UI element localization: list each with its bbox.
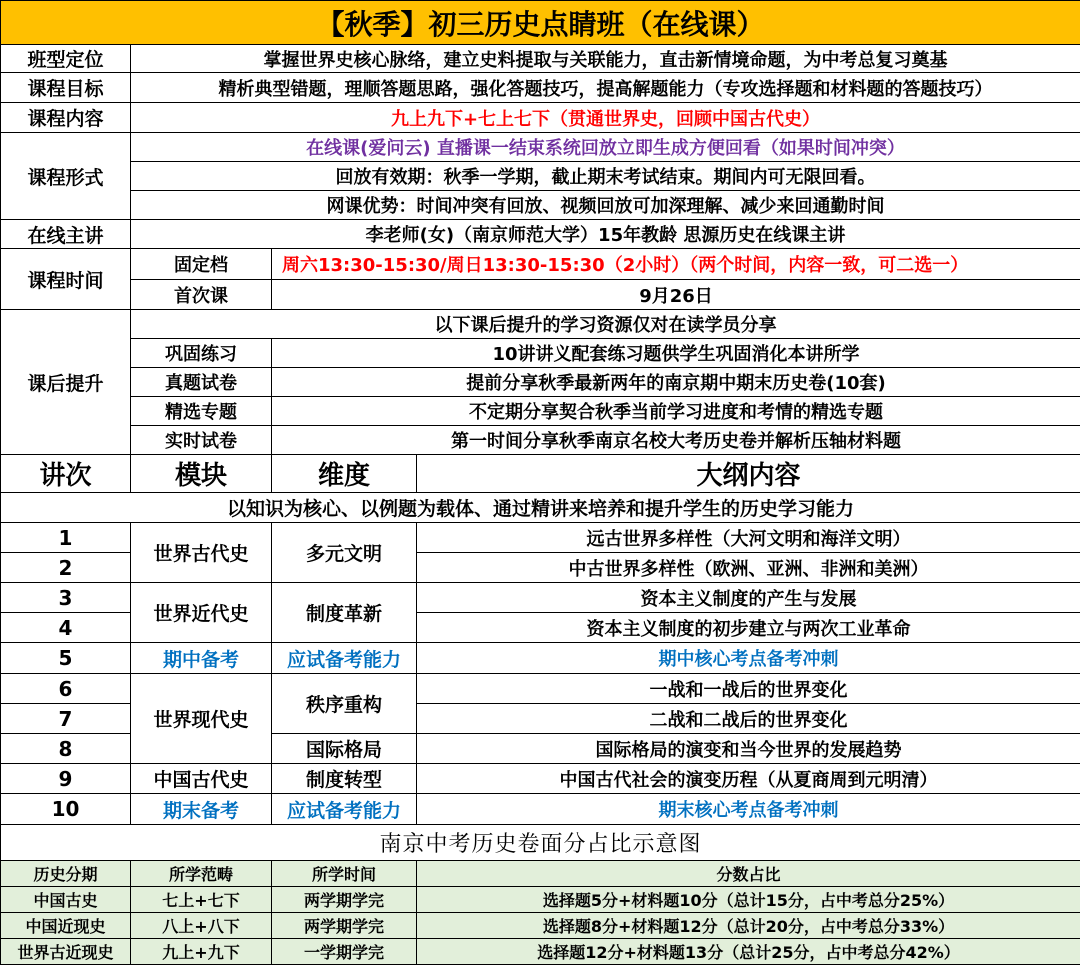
form-line-replay: 回放有效期：秋季一学期，截止期末考试结束。期间内可无限回看。 [131,162,1080,191]
exam-cell-scope: 九上+九下 [131,939,272,965]
exam-cell-time: 两学期学完 [272,887,417,913]
info-label-positioning: 班型定位 [1,45,131,73]
lesson-number: 6 [1,674,131,704]
lesson-dimension: 应试备考能力 [272,643,417,674]
page-title: 【秋季】初三历史点睛班（在线课） [1,1,1080,45]
lesson-number: 9 [1,764,131,794]
outline-header-dimension: 维度 [272,455,417,493]
after-item-name: 真题试卷 [131,368,272,397]
lesson-module: 世界近代史 [131,583,272,643]
exam-cell-ratio: 选择题5分+材料题10分（总计15分，占中考总分25%） [417,887,1080,913]
lesson-dimension: 制度革新 [272,583,417,643]
lesson-content: 中古世界多样性（欧洲、亚洲、非洲和美洲） [417,553,1080,583]
after-item-text: 不定期分享契合秋季当前学习进度和考情的精选专题 [272,397,1080,426]
info-label-content: 课程内容 [1,103,131,133]
lesson-dimension: 国际格局 [272,734,417,764]
lesson-module: 中国古代史 [131,764,272,794]
lesson-content: 资本主义制度的初步建立与两次工业革命 [417,613,1080,643]
lesson-dimension: 制度转型 [272,764,417,794]
schedule-first-label: 首次课 [131,280,272,310]
lesson-dimension: 秩序重构 [272,674,417,734]
exam-header-ratio: 分数占比 [417,861,1080,887]
lesson-dimension: 多元文明 [272,523,417,583]
exam-cell-time: 一学期学完 [272,939,417,965]
lesson-content: 二战和二战后的世界变化 [417,704,1080,734]
lesson-content: 期中核心考点备考冲刺 [417,643,1080,674]
lesson-module: 期中备考 [131,643,272,674]
lesson-content: 期末核心考点备考冲刺 [417,794,1080,825]
exam-title: 南京中考历史卷面分占比示意图 [1,825,1080,861]
exam-cell-period: 世界古近现史 [1,939,131,965]
outline-subtitle: 以知识为核心、以例题为载体、通过精讲来培养和提升学生的历史学习能力 [1,493,1080,523]
lesson-content: 一战和一战后的世界变化 [417,674,1080,704]
exam-cell-scope: 七上+七下 [131,887,272,913]
lesson-number: 10 [1,794,131,825]
exam-cell-scope: 八上+八下 [131,913,272,939]
lesson-content: 国际格局的演变和当今世界的发展趋势 [417,734,1080,764]
schedule-label: 课程时间 [1,249,131,310]
lesson-module: 世界现代史 [131,674,272,764]
info-text-content: 九上九下+七上七下（贯通世界史，回顾中国古代史） [131,103,1080,133]
exam-cell-ratio: 选择题8分+材料题12分（总计20分，占中考总分33%） [417,913,1080,939]
lesson-number: 7 [1,704,131,734]
lesson-number: 8 [1,734,131,764]
outline-header-content: 大纲内容 [417,455,1080,493]
schedule-first-text: 9月26日 [272,280,1080,310]
after-item-name: 精选专题 [131,397,272,426]
exam-cell-time: 两学期学完 [272,913,417,939]
lesson-number: 3 [1,583,131,613]
info-text-goal: 精析典型错题，理顺答题思路，强化答题技巧，提高解题能力（专攻选择题和材料题的答题技巧） [131,73,1080,103]
after-label: 课后提升 [1,310,131,455]
exam-cell-period: 中国近现史 [1,913,131,939]
after-item-text: 提前分享秋季最新两年的南京期中期末历史卷(10套) [272,368,1080,397]
lesson-module: 期末备考 [131,794,272,825]
schedule-fixed-text: 周六13:30-15:30/周日13:30-15:30（2小时）（两个时间，内容一致，可二选一） [272,249,1080,280]
teacher-text: 李老师(女)（南京师范大学）15年教龄 思源历史在线课主讲 [131,220,1080,249]
lesson-content: 远古世界多样性（大河文明和海洋文明） [417,523,1080,553]
schedule-fixed-label: 固定档 [131,249,272,280]
outline-header-lesson: 讲次 [1,455,131,493]
exam-header-period: 历史分期 [1,861,131,887]
after-item-name: 巩固练习 [131,339,272,368]
lesson-content: 资本主义制度的产生与发展 [417,583,1080,613]
after-item-text: 第一时间分享秋季南京名校大考历史卷并解析压轴材料题 [272,426,1080,455]
after-intro: 以下课后提升的学习资源仅对在读学员分享 [131,310,1080,339]
after-item-name: 实时试卷 [131,426,272,455]
lesson-dimension: 应试备考能力 [272,794,417,825]
lesson-number: 2 [1,553,131,583]
exam-header-time: 所学时间 [272,861,417,887]
after-item-text: 10讲讲义配套练习题供学生巩固消化本讲所学 [272,339,1080,368]
lesson-number: 4 [1,613,131,643]
form-label: 课程形式 [1,133,131,220]
info-label-goal: 课程目标 [1,73,131,103]
exam-cell-period: 中国古史 [1,887,131,913]
info-text-positioning: 掌握世界史核心脉络，建立史料提取与关联能力，直击新情境命题，为中考总复习奠基 [131,45,1080,73]
exam-header-scope: 所学范畴 [131,861,272,887]
outline-header-module: 模块 [131,455,272,493]
lesson-number: 5 [1,643,131,674]
lesson-content: 中国古代社会的演变历程（从夏商周到元明清） [417,764,1080,794]
teacher-label: 在线主讲 [1,220,131,249]
lesson-module: 世界古代史 [131,523,272,583]
form-line-online: 在线课(爱问云) 直播课一结束系统回放立即生成方便回看（如果时间冲突） [131,133,1080,162]
lesson-number: 1 [1,523,131,553]
form-line-advantage: 网课优势：时间冲突有回放、视频回放可加深理解、减少来回通勤时间 [131,191,1080,220]
exam-cell-ratio: 选择题12分+材料题13分（总计25分，占中考总分42%） [417,939,1080,965]
